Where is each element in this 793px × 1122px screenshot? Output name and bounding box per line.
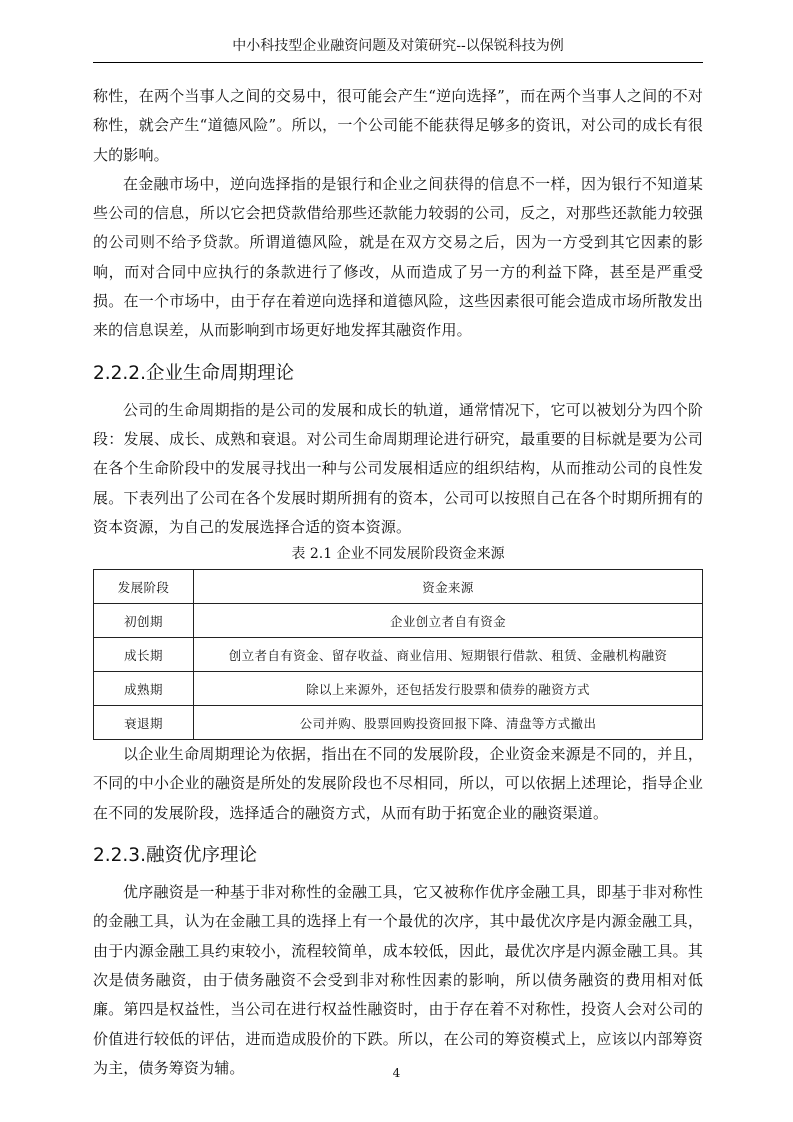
paragraph: 公司的生命周期指的是公司的发展和成长的轨道，通常情况下，它可以被划分为四个阶段：发展、成长、成熟和衰退。对公司生命周期理论进行研究，最重要的目标就是要为公司在各个生命阶段中的发展寻找出一种与公司发展相适应的组织结构，从而推动公司的良性发展。下表列出了公司在各个发展时期所拥有的资本，公司可以按照自己在各个时期所拥有的资本资源，为自己的发展选择合适的资本资源。 [93, 400, 703, 536]
section-heading: 2.2.2.企业生命周期理论 [93, 362, 294, 384]
document-body [93, 82, 703, 1083]
table-cell-stage: 成长期 [94, 638, 194, 672]
table-row [94, 604, 703, 638]
table-cell-source: 企业创立者自有资金 [194, 604, 703, 638]
table-cell-source: 除以上来源外，还包括发行股票和债券的融资方式 [194, 672, 703, 706]
paragraph: 优序融资是一种基于非对称性的金融工具，它又被称作优序金融工具，即基于非对称性的金融工具，认为在金融工具的选择上有一个最优的次序，其中最优次序是内源金融工具，由于内源金融工具约束较小，流程较简单，成本较低，因此，最优次序是内源金融工具。其次是债务融资，由于债务融资不会受到非对称性因素的影响，所以债务融资的费用相对低廉。第四是权益性，当公司在进行权益性融资时，由于存在着不对称性，投资人会对公司的价值进行较低的评估，进而造成股价的下跌。所以，在公司的筹资模式上，应该以内部筹资为主，债务筹资为辅。 [93, 883, 703, 1077]
table-header-cell: 资金来源 [194, 570, 703, 604]
table-row [94, 706, 703, 740]
table-header-cell: 发展阶段 [94, 570, 194, 604]
paragraph: 以企业生命周期理论为依据，指出在不同的发展阶段，企业资金来源是不同的，并且，不同的中小企业的融资是所处的发展阶段也不尽相同，所以，可以依据上述理论，指导企业在不同的发展阶段，选择适合的融资方式，从而有助于拓宽企业的融资渠道。 [93, 745, 703, 822]
table-cell-stage: 初创期 [94, 604, 194, 638]
funding-sources-table [93, 569, 703, 740]
page-number: 4 [392, 1066, 401, 1080]
table-cell-stage: 衰退期 [94, 706, 194, 740]
paragraph: 在金融市场中，逆向选择指的是银行和企业之间获得的信息不一样，因为银行不知道某些公司的信息，所以它会把贷款借给那些还款能力较弱的公司，反之，对那些还款能力较强的公司则不给予贷款。所谓道德风险，就是在双方交易之后，因为一方受到其它因素的影响，而对合同中应执行的条款进行了修改，从而造成了另一方的利益下降，甚至是严重受损。在一个市场中，由于存在着逆向选择和道德风险，这些因素很可能会造成市场所散发出来的信息误差，从而影响到市场更好地发挥其融资作用。 [93, 174, 703, 340]
table-row [94, 672, 703, 706]
section-heading: 2.2.3.融资优序理论 [93, 845, 257, 867]
table-cell-stage: 成熟期 [94, 672, 194, 706]
table-row [94, 638, 703, 672]
table-cell-source: 创立者自有资金、留存收益、商业信用、短期银行借款、租赁、金融机构融资 [194, 638, 703, 672]
running-header: 中小科技型企业融资问题及对策研究--以保锐科技为例 [93, 36, 703, 63]
paragraph: 称性，在两个当事人之间的交易中，很可能会产生“逆向选择”，而在两个当事人之间的不对称性，就会产生“道德风险”。所以，一个公司能不能获得足够多的资讯，对公司的成长有很大的影响。 [93, 87, 703, 164]
table-caption: 表 2.1 企业不同发展阶段资金来源 [291, 546, 505, 563]
table-header-row [94, 570, 703, 604]
table-cell-source: 公司并购、股票回购投资回报下降、清盘等方式撤出 [194, 706, 703, 740]
